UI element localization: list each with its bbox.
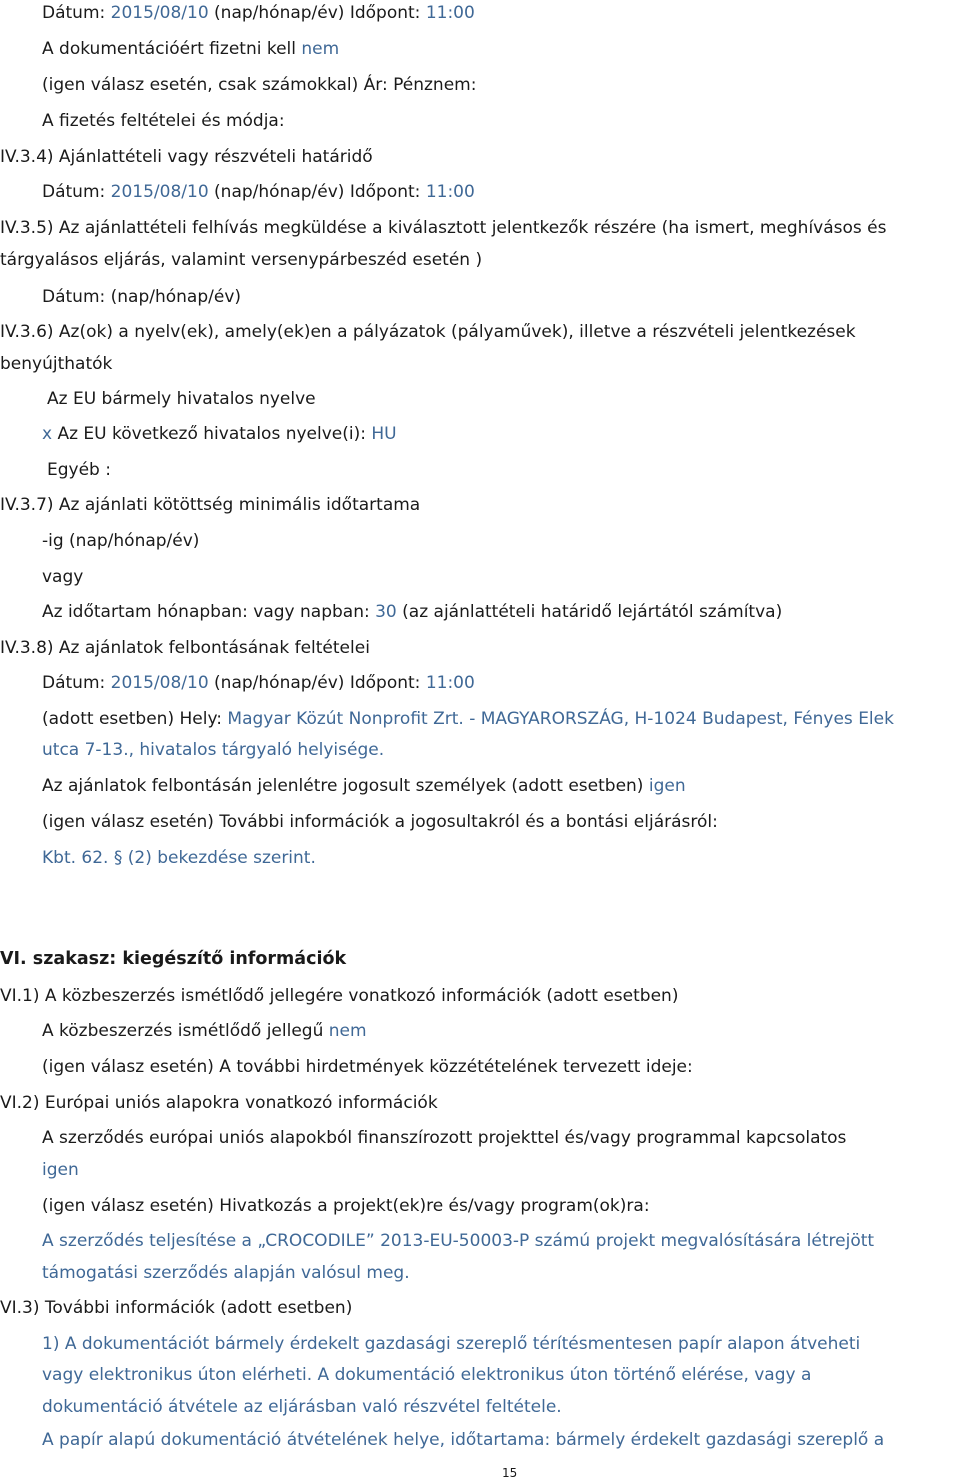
section-vi-2-heading: VI.2) Európai uniós alapokra vonatkozó információk xyxy=(0,1093,438,1113)
option-any-eu-language: Az EU bármely hivatalos nyelve xyxy=(47,389,316,409)
place-label: (adott esetben) Hely: xyxy=(42,709,222,729)
date-label: Dátum: xyxy=(42,182,106,202)
additional-info-text-2: vagy elektronikus úton elérheti. A dokumentáció elektronikus úton történő elérése, vagy a xyxy=(42,1365,812,1385)
date-label: Dátum: xyxy=(42,3,106,23)
option-following-eu-language xyxy=(42,423,397,445)
price-label: (igen válasz esetén, csak számokkal) Ár: Pénznem: xyxy=(42,75,477,95)
reference-value: A szerződés teljesítése a „CROCODILE” 2013-EU-50003-P számú projekt megvalósítására létrejött xyxy=(42,1231,875,1251)
payment-terms-label: A fizetés feltételei és módja: xyxy=(42,111,285,131)
date-value: 2015/08/10 xyxy=(110,182,209,202)
opening-place-line xyxy=(42,708,894,730)
opening-date-line xyxy=(42,672,475,694)
recurring-line xyxy=(42,1020,367,1042)
attendance-value: igen xyxy=(648,776,686,796)
date-format-time-label: (nap/hónap/év) Időpont: xyxy=(214,182,421,202)
languages-value: HU xyxy=(371,424,397,444)
section-iv-3-7-heading: IV.3.7) Az ajánlati kötöttség minimális időtartama xyxy=(0,495,421,515)
attendance-label: Az ajánlatok felbontásán jelenlétre jogosult személyek (adott esetben) xyxy=(42,776,644,796)
option-other-language: Egyéb : xyxy=(47,460,111,480)
docs-fee-label: A dokumentációért fizetni kell xyxy=(42,39,296,59)
place-value: Magyar Közút Nonprofit Zrt. - MAGYARORSZÁG, H-1024 Budapest, Fényes Elek xyxy=(227,709,894,729)
date-format-time-label: (nap/hónap/év) Időpont: xyxy=(214,3,421,23)
time-value: 11:00 xyxy=(425,182,475,202)
more-info-label: (igen válasz esetén) További információk a jogosultakról és a bontási eljárásról: xyxy=(42,812,718,832)
section-iv-3-5-heading: IV.3.5) Az ajánlattételi felhívás megküldése a kiválasztott jelentkezők részére (ha ismert, meghívásos és xyxy=(0,218,887,238)
timing-label: (igen válasz esetén) A további hirdetmények közzétételének tervezett ideje: xyxy=(42,1057,693,1077)
date-value: 2015/08/10 xyxy=(110,673,209,693)
place-value-cont: utca 7-13., hivatalos tárgyaló helyisége. xyxy=(42,740,385,760)
attendance-line xyxy=(42,775,686,797)
section-iv-3-6-heading: IV.3.6) Az(ok) a nyelv(ek), amely(ek)en a pályázatok (pályaművek), illetve a részvételi jelentkezések xyxy=(0,322,856,342)
section-iv-3-8-heading: IV.3.8) Az ajánlatok felbontásának feltételei xyxy=(0,638,370,658)
date-format-time-label: (nap/hónap/év) Időpont: xyxy=(214,673,421,693)
docs-date-line xyxy=(42,2,475,24)
days-value: 30 xyxy=(375,602,397,622)
reference-value-cont: támogatási szerződés alapján valósul meg. xyxy=(42,1263,410,1283)
deadline-date-line xyxy=(42,181,475,203)
additional-info-text: 1) A dokumentációt bármely érdekelt gazdasági szereplő térítésmentesen papír alapon átveheti xyxy=(42,1334,861,1354)
section-iv-3-6-heading-cont: benyújthatók xyxy=(0,354,113,374)
section-vi-3-heading: VI.3) További információk (adott esetben) xyxy=(0,1298,353,1318)
time-value: 11:00 xyxy=(425,3,475,23)
section-vi-title: VI. szakasz: kiegészítő információk xyxy=(0,949,347,969)
duration-line xyxy=(42,601,782,623)
invitation-date-label: Dátum: (nap/hónap/év) xyxy=(42,287,242,307)
section-vi-1-heading: VI.1) A közbeszerzés ismétlődő jellegére vonatkozó információk (adott esetben) xyxy=(0,986,679,1006)
or-label: vagy xyxy=(42,567,84,587)
section-iv-3-4-heading: IV.3.4) Ajánlattételi vagy részvételi határidő xyxy=(0,147,373,167)
additional-info-text-4: A papír alapú dokumentáció átvételének helye, időtartama: bármely érdekelt gazdasági szereplő a xyxy=(42,1430,885,1450)
check-mark: x xyxy=(42,424,53,444)
recurring-value: nem xyxy=(328,1021,367,1041)
docs-fee-value: nem xyxy=(301,39,340,59)
date-label: Dátum: xyxy=(42,673,106,693)
duration-suffix: (az ajánlattételi határidő lejártától számítva) xyxy=(402,602,783,622)
eu-funds-value: igen xyxy=(42,1160,79,1180)
docs-fee-line xyxy=(42,38,339,60)
page-number: 15 xyxy=(502,1466,518,1480)
duration-label: Az időtartam hónapban: vagy napban: xyxy=(42,602,370,622)
reference-label: (igen válasz esetén) Hivatkozás a projekt(ek)re és/vagy program(ok)ra: xyxy=(42,1196,650,1216)
more-info-value: Kbt. 62. § (2) bekezdése szerint. xyxy=(42,848,316,868)
additional-info-text-3: dokumentáció átvétele az eljárásban való részvétel feltétele. xyxy=(42,1397,562,1417)
recurring-label: A közbeszerzés ismétlődő jellegű xyxy=(42,1021,324,1041)
section-iv-3-5-heading-cont: tárgyalásos eljárás, valamint versenypárbeszéd esetén ) xyxy=(0,250,483,270)
until-label: -ig (nap/hónap/év) xyxy=(42,531,200,551)
eu-funds-label: A szerződés európai uniós alapokból finanszírozott projekttel és/vagy programmal kapcsolatos xyxy=(42,1128,847,1148)
option-following-label: Az EU következő hivatalos nyelve(i): xyxy=(57,424,366,444)
date-value: 2015/08/10 xyxy=(110,3,209,23)
time-value: 11:00 xyxy=(425,673,475,693)
